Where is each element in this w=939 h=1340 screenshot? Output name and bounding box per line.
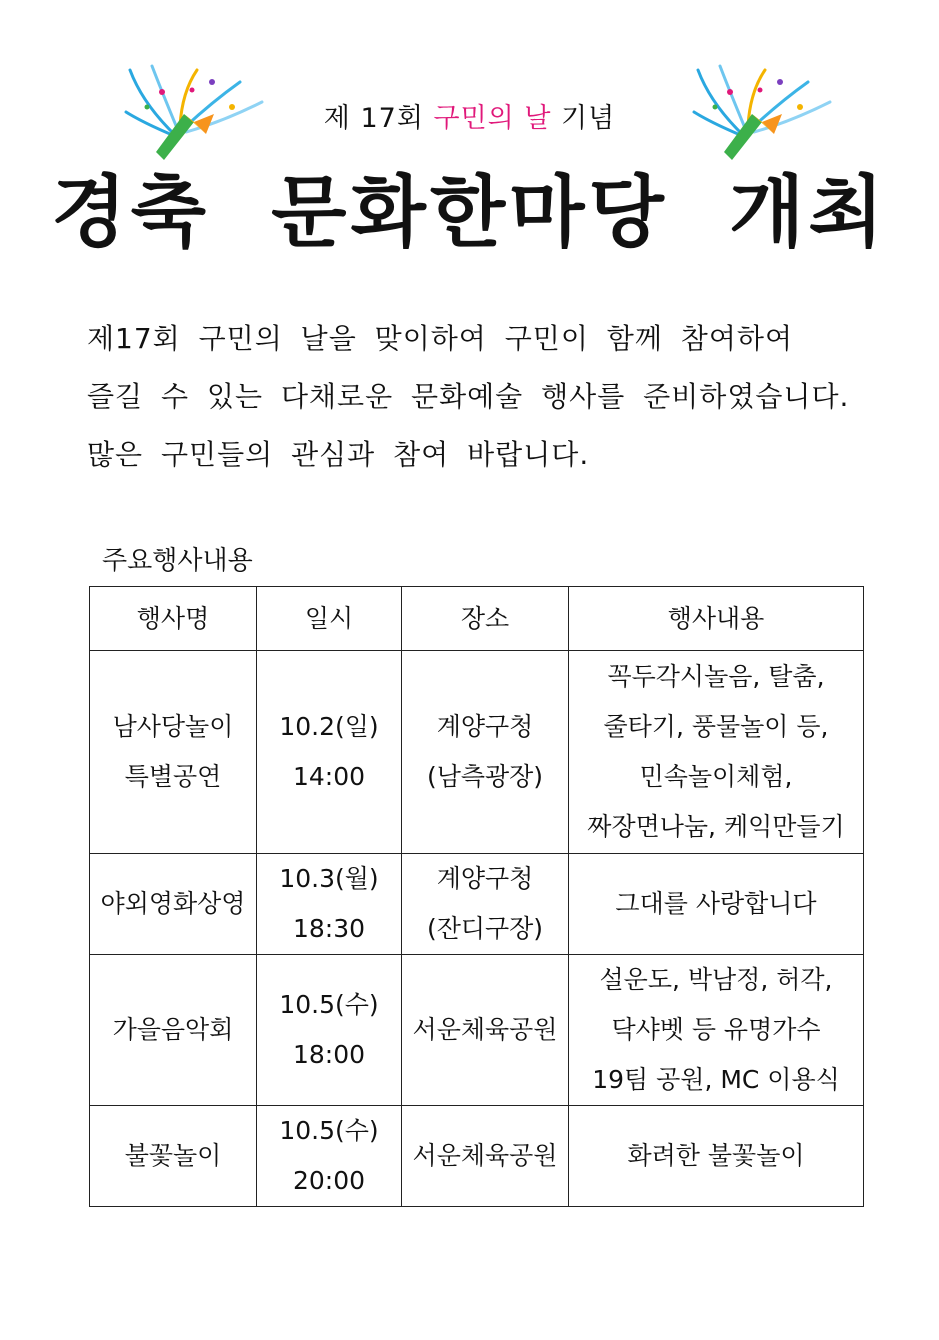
event-name: 불꽃놀이 [124, 1141, 222, 1170]
table-row [90, 1106, 864, 1207]
event-place: 계양구청 [436, 864, 534, 893]
column-header-place: 장소 [402, 587, 569, 651]
column-header-datetime: 일시 [257, 587, 402, 651]
event-datetime-cell [257, 1106, 402, 1207]
event-name: 특별공연 [124, 762, 222, 791]
event-name-cell [90, 955, 257, 1106]
event-content: 꼭두각시놀음, 탈춤, [607, 662, 825, 691]
event-content: 설운도, 박남정, 허각, [599, 965, 833, 994]
event-name: 야외영화상영 [100, 889, 246, 918]
event-name-cell [90, 1106, 257, 1207]
event-content-cell [569, 854, 864, 955]
intro-line: 많은 구민들의 관심과 참여 바랍니다. [87, 438, 590, 471]
event-datetime-cell [257, 651, 402, 854]
section-label: 주요행사내용 [102, 546, 253, 576]
column-header-content: 행사내용 [569, 587, 864, 651]
event-content: 닥샤벳 등 유명가수 [611, 1015, 821, 1044]
event-place: 서운체육공원 [412, 1015, 558, 1044]
event-date: 10.5(수) [279, 1116, 379, 1145]
subtitle-suffix: 기념 [561, 103, 616, 134]
table-row [90, 955, 864, 1106]
event-content: 짜장면나눔, 케익만들기 [587, 812, 845, 841]
event-place-cell [402, 955, 569, 1106]
event-content-cell [569, 651, 864, 854]
event-name-cell [90, 651, 257, 854]
event-time: 18:00 [292, 1040, 366, 1069]
event-name-cell [90, 854, 257, 955]
event-date: 10.2(일) [279, 712, 379, 741]
event-date: 10.3(월) [279, 864, 379, 893]
table-header-row [90, 587, 864, 651]
event-content-cell [569, 1106, 864, 1207]
event-place-detail: (남측광장) [426, 762, 544, 791]
event-content-cell [569, 955, 864, 1106]
event-place: 서운체육공원 [412, 1141, 558, 1170]
events-table [89, 586, 864, 1207]
table-row [90, 854, 864, 955]
subtitle [0, 96, 939, 135]
intro-paragraph [87, 310, 887, 484]
event-content: 그대를 사랑합니다 [615, 889, 817, 918]
event-time: 20:00 [292, 1166, 366, 1195]
event-place-cell [402, 854, 569, 955]
page-title: 경축 문화한마당 개최 [51, 168, 888, 258]
subtitle-highlight: 구민의 날 [433, 103, 552, 134]
column-header-name: 행사명 [90, 587, 257, 651]
event-time: 14:00 [292, 762, 366, 791]
event-place-cell [402, 1106, 569, 1207]
event-content: 줄타기, 풍물놀이 등, [603, 712, 829, 741]
event-time: 18:30 [292, 914, 366, 943]
event-name: 남사당놀이 [112, 712, 234, 741]
event-place: 계양구청 [436, 712, 534, 741]
table-row [90, 651, 864, 854]
event-date: 10.5(수) [279, 990, 379, 1019]
intro-line: 즐길 수 있는 다채로운 문화예술 행사를 준비하였습니다. [87, 380, 850, 413]
event-name: 가을음악회 [112, 1015, 234, 1044]
event-datetime-cell [257, 854, 402, 955]
event-datetime-cell [257, 955, 402, 1106]
event-content: 19팀 공원, MC 이용식 [592, 1065, 840, 1094]
intro-line: 제17회 구민의 날을 맞이하여 구민이 함께 참여하여 [87, 322, 793, 355]
subtitle-prefix: 제 17회 [323, 103, 424, 134]
event-content: 민속놀이체험, [639, 762, 793, 791]
event-place-cell [402, 651, 569, 854]
event-place-detail: (잔디구장) [426, 914, 544, 943]
event-content: 화려한 불꽃놀이 [627, 1141, 805, 1170]
